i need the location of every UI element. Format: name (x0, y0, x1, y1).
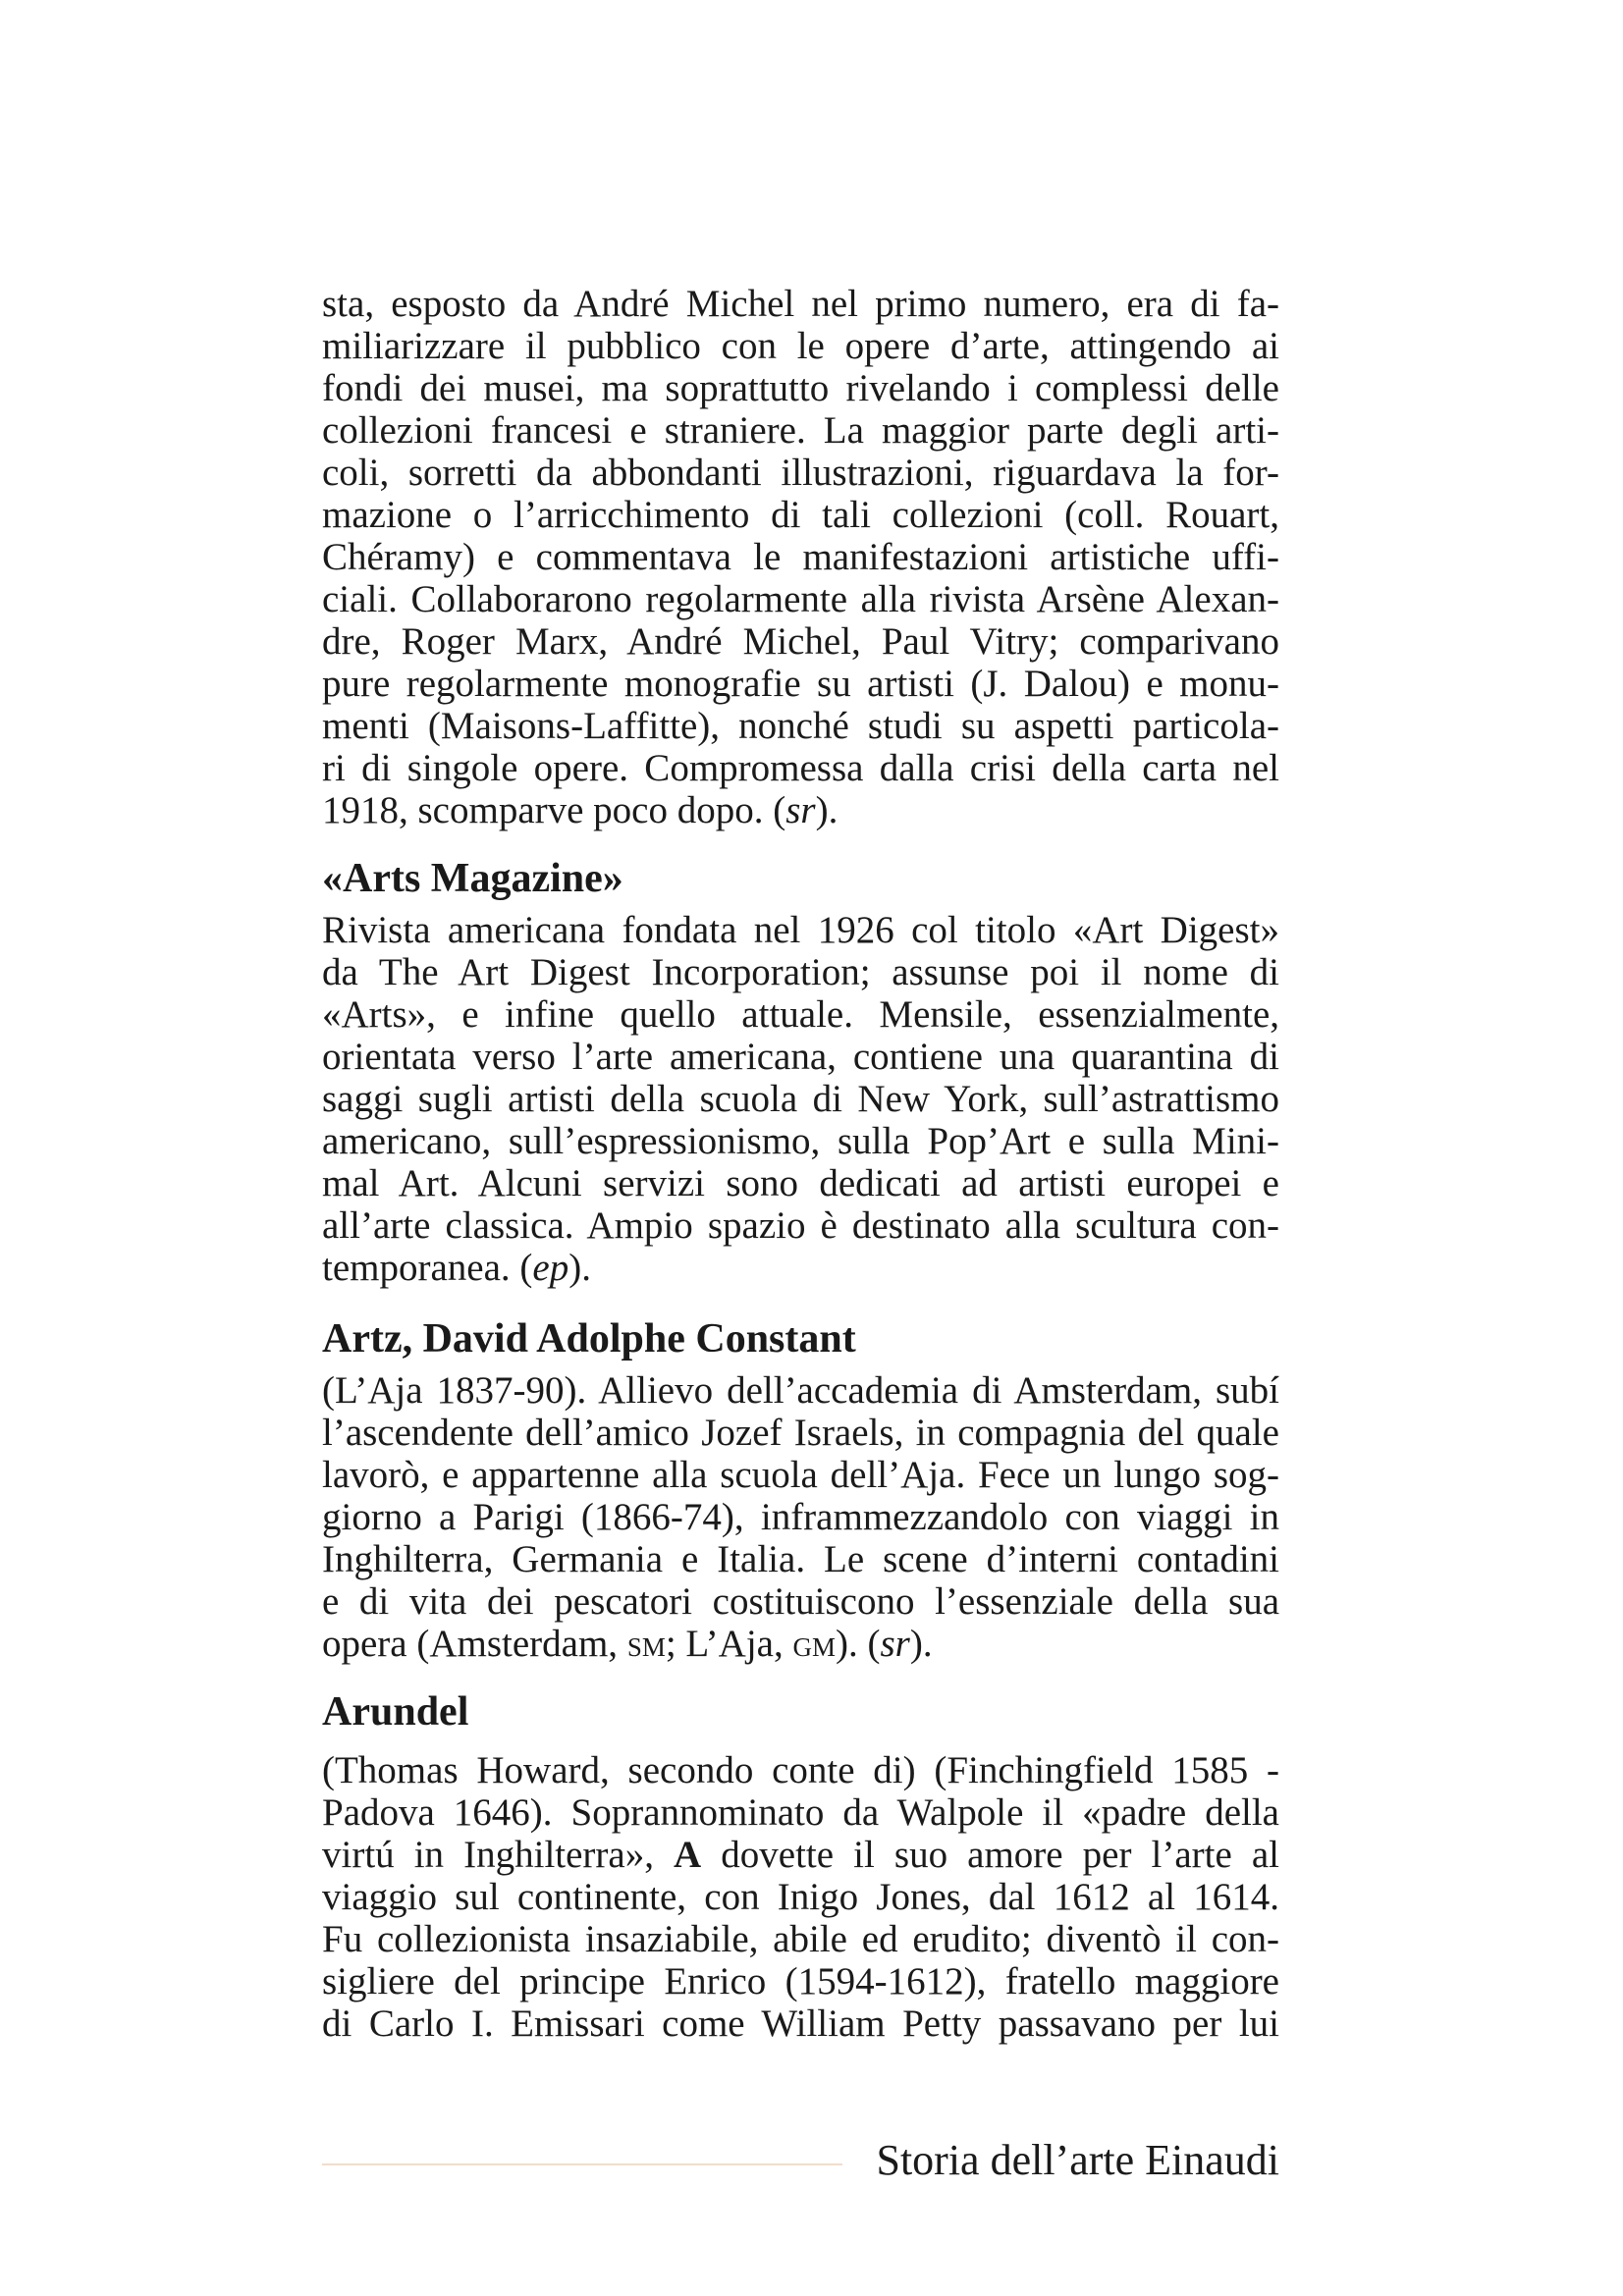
text-line: Chéramy) e commentava le manifestazioni artistiche uffi- (322, 536, 1279, 578)
text-line: l’ascendente dell’amico Jozef Israels, in compagnia del quale (322, 1412, 1279, 1454)
text-run: ; L’Aja, (665, 1623, 793, 1665)
entry-abbreviation: A (674, 1834, 702, 1876)
text-line: Padova 1646). Soprannominato da Walpole il «padre della (322, 1791, 1279, 1834)
text-line: mal Art. Alcuni servizi sono dedicati ad artisti europei e (322, 1162, 1279, 1204)
text-line (322, 1247, 1279, 1289)
text-line: viaggio sul continente, con Inigo Jones, dal 1612 al 1614. (322, 1876, 1279, 1918)
text-line: americano, sull’espressionismo, sulla Pop’Art e sulla Mini- (322, 1120, 1279, 1162)
text-line: di Carlo I. Emissari come William Petty passavano per lui (322, 2002, 1279, 2045)
entry-heading-artz: Artz, David Adolphe Constant (322, 1316, 856, 1362)
text-line: (Thomas Howard, secondo conte di) (Finchingfield 1585 - (322, 1749, 1279, 1791)
text-line: ciali. Collaborarono regolarmente alla rivista Arsène Alexan- (322, 578, 1279, 620)
entry-text-artz (322, 1369, 1279, 1665)
text-line: fondi dei musei, ma soprattutto rivelando i complessi delle (322, 367, 1279, 409)
text-line: sigliere del principe Enrico (1594-1612), fratello maggiore (322, 1960, 1279, 2002)
entry-heading-arts-magazine: «Arts Magazine» (322, 856, 623, 901)
text-line: pure regolarmente monografie su artisti (J. Dalou) e monu- (322, 663, 1279, 705)
author-initials: ep (532, 1247, 569, 1289)
text-run: temporanea. ( (322, 1247, 533, 1289)
text-run: opera (Amsterdam, (322, 1623, 627, 1665)
text-line: coli, sorretti da abbondanti illustrazioni, riguardava la for- (322, 452, 1279, 494)
text-line: Rivista americana fondata nel 1926 col titolo «Art Digest» (322, 909, 1279, 951)
text-line: menti (Maisons-Laffitte), nonché studi su aspetti particola- (322, 705, 1279, 747)
text-run: ). (815, 789, 839, 831)
author-initials: sr (880, 1623, 910, 1665)
text-line: lavorò, e appartenne alla scuola dell’Aja. Fece un lungo sog- (322, 1454, 1279, 1496)
text-run: ). (909, 1623, 933, 1665)
text-run: 1918, scomparve poco dopo. ( (322, 789, 786, 831)
text-line: collezioni francesi e straniere. La maggior parte degli arti- (322, 409, 1279, 452)
entry-continued-text (322, 283, 1279, 831)
museum-abbreviation: gm (792, 1623, 836, 1665)
text-line: ri di singole opere. Compromessa dalla crisi della carta nel (322, 747, 1279, 789)
text-run: ). (568, 1247, 591, 1289)
museum-abbreviation: sm (626, 1623, 666, 1665)
text-line: orientata verso l’arte americana, contiene una quarantina di (322, 1036, 1279, 1078)
text-line: giorno a Parigi (1866-74), inframmezzandolo con viaggi in (322, 1496, 1279, 1538)
text-run: virtú in Inghilterra», (322, 1834, 675, 1876)
footer-title: Storia dell’arte Einaudi (876, 2136, 1279, 2184)
text-run: dovette il suo amore per l’arte al (701, 1834, 1279, 1876)
text-line (322, 789, 1279, 831)
text-line: miliarizzare il pubblico con le opere d’arte, attingendo ai (322, 325, 1279, 367)
text-line: saggi sugli artisti della scuola di New York, sull’astrattismo (322, 1078, 1279, 1120)
text-line: «Arts», e infine quello attuale. Mensile, essenzialmente, (322, 993, 1279, 1036)
text-line: Inghilterra, Germania e Italia. Le scene d’interni contadini (322, 1538, 1279, 1580)
text-line (322, 1623, 1279, 1665)
text-line: dre, Roger Marx, André Michel, Paul Vitry; comparivano (322, 620, 1279, 663)
text-line (322, 1834, 1279, 1876)
text-run: ). ( (836, 1623, 881, 1665)
author-initials: sr (785, 789, 816, 831)
entry-text-arundel (322, 1749, 1279, 2045)
text-line: e di vita dei pescatori costituiscono l’essenziale della sua (322, 1580, 1279, 1623)
text-line: mazione o l’arricchimento di tali collezioni (coll. Rouart, (322, 494, 1279, 536)
text-line: sta, esposto da André Michel nel primo numero, era di fa- (322, 283, 1279, 325)
text-line: all’arte classica. Ampio spazio è destinato alla scultura con- (322, 1204, 1279, 1247)
text-line: da The Art Digest Incorporation; assunse poi il nome di (322, 951, 1279, 993)
entry-text-arts-magazine (322, 909, 1279, 1289)
footer-rule (322, 2163, 842, 2165)
text-line: Fu collezionista insaziabile, abile ed erudito; diventò il con- (322, 1918, 1279, 1960)
text-line: (L’Aja 1837-90). Allievo dell’accademia di Amsterdam, subí (322, 1369, 1279, 1412)
entry-heading-arundel: Arundel (322, 1689, 469, 1735)
